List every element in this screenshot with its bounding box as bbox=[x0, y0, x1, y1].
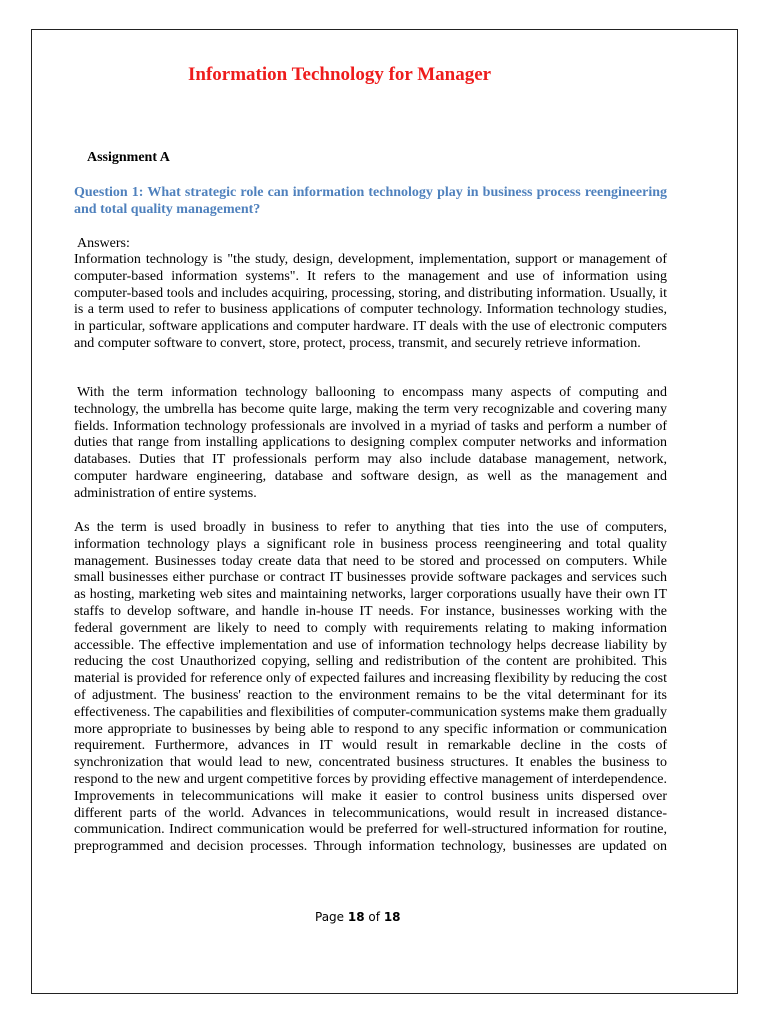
total-pages: 18 bbox=[383, 910, 401, 924]
paragraph-2: With the term information technology ballooning to encompass many aspects of computing and technology, the umbrella has become quite large, making the term very recognizable and covering many fields. Information technology professionals are involved in a myriad of tasks and perform a number of duties that range from installing applications to designing complex computer networks and information databases. Duties that IT professionals perform may also include database management, network, computer hardware engineering, database and software design, as well as the management and administration of entire systems. bbox=[74, 385, 667, 501]
answers-label: Answers: bbox=[77, 236, 130, 251]
page-number bbox=[315, 910, 401, 924]
page-word: Page bbox=[315, 910, 345, 924]
current-page: 18 bbox=[347, 910, 365, 924]
document-title: Information Technology for Manager bbox=[188, 64, 492, 85]
paragraph-3: As the term is used broadly in business to refer to anything that ties into the use of computers, information technology plays a significant role in business process reengineering and total quality management. Businesses today create data that need to be stored and processed on computers. While small businesses either purchase or contract IT businesses provide software packages and services such as hosting, marketing web sites and maintaining networks, larger corporations usually have their own IT staffs to develop software, and handle in-house IT needs. For instance, businesses working with the federal government are likely to need to comply with requirements relating to making information accessible. The effective implementation and use of information technology helps decrease liability by reducing the cost Unauthorized copying, selling and redistribution of the content are prohibited. This material is provided for reference only of expected failures and increasing flexibility by reducing the cost of adjustment. The business' reaction to the environment remains to be the vital determinant for its effectiveness. The capabilities and flexibilities of computer-communication systems make them gradually more appropriate to businesses by being able to respond to any specific information or communication requirement. Furthermore, advances in IT would result in remarkable decline in the costs of synchronization that would lead to new, concentrated business structures. It enables the business to respond to the new and urgent competitive forces by providing effective management of interdependence. Improvements in telecommunications will make it easier to control business units dispersed over different parts of the world. Advances in telecommunications, would result in increased distance-communication. Indirect communication would be preferred for well-structured information for routine, preprogrammed and decision processes. Through information technology, businesses are updated on bbox=[74, 520, 667, 855]
paragraph-1: Information technology is "the study, design, development, implementation, support or management of computer-based information systems". It refers to the management and use of information using computer-based tools and includes acquiring, processing, storing, and distributing information. Usually, it is a term used to refer to business applications of computer technology. Information technology studies, in particular, software applications and computer hardware. IT deals with the use of electronic computers and computer software to convert, store, protect, process, transmit, and securely retrieve information. bbox=[74, 252, 667, 351]
assignment-label: Assignment A bbox=[87, 150, 170, 165]
of-word: of bbox=[368, 910, 380, 924]
question-text: Question 1: What strategic role can information technology play in business process reengineering and total quality management? bbox=[74, 185, 667, 217]
